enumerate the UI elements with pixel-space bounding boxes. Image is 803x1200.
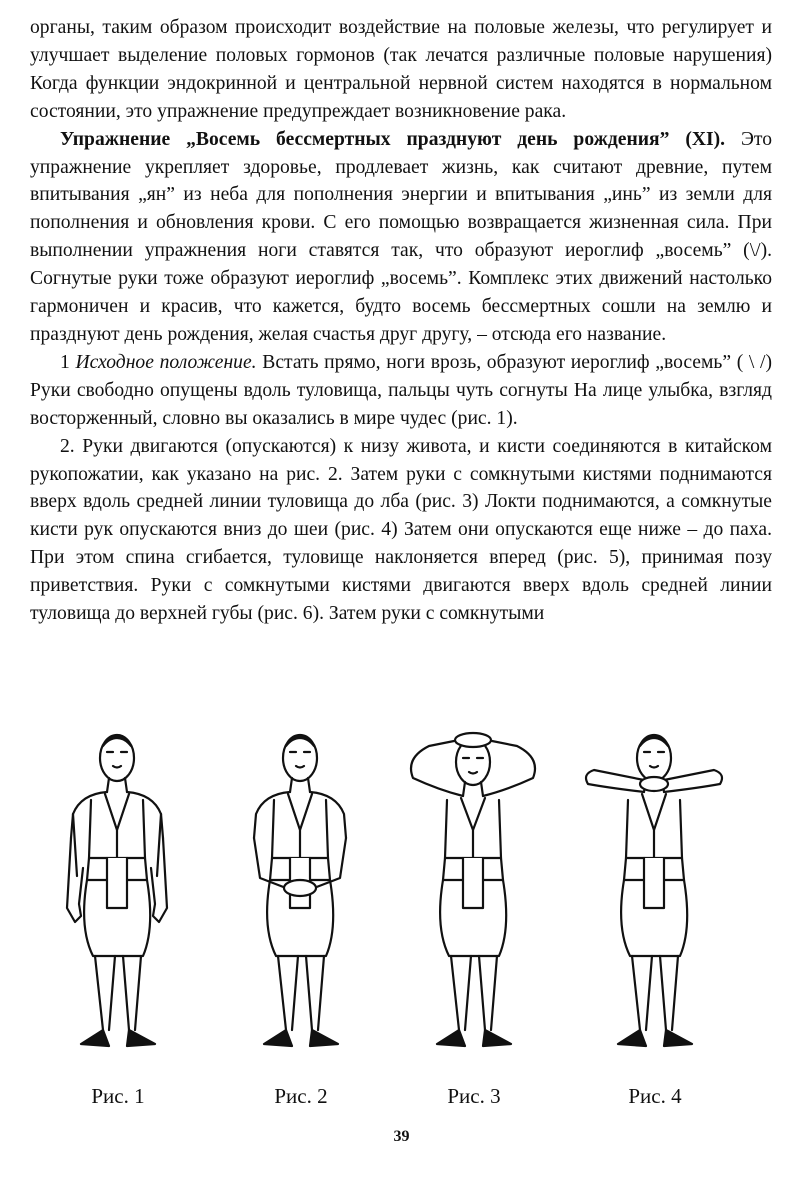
figure-3	[399, 718, 549, 1138]
figure-4-drawing	[580, 718, 730, 1078]
figure-3-caption: Рис. 3	[447, 1084, 501, 1108]
page-number: 39	[393, 1128, 410, 1145]
figure-1-caption: Рис. 1	[91, 1084, 145, 1108]
figure-1	[43, 718, 193, 1138]
figure-2	[226, 718, 376, 1138]
figure-4	[580, 718, 730, 1138]
paragraph-1	[30, 14, 772, 126]
figure-4-caption: Рис. 4	[628, 1084, 682, 1108]
figure-2-drawing	[226, 718, 376, 1078]
figure-3-drawing	[399, 718, 549, 1078]
paragraph-4	[30, 433, 772, 628]
paragraph-3	[30, 349, 772, 433]
illustrations	[0, 718, 803, 1138]
paragraph-4-text: 2. Руки двигаются (опускаются) к низу живота, и кисти соединяются в китайском рукопожатии, как указано на рис. 2. Затем руки с сомкнутыми кистями поднимаются вверх вдоль средней линии туловища до лба (рис. 3) Локти поднимаются, а сомкнутые кисти рук опускаются вниз до шеи (рис. 4) Затем они опускаются еще ниже – до паха. При этом спина сгибается, туловище наклоняется вперед (рис. 5), принимая позу приветствия. Руки с сомкнутыми кистями двигаются вверх вдоль средней линии туловища до верхней губы (рис. 6). Затем руки с сомкнутыми	[30, 435, 772, 625]
starting-position-label: Исходное положение.	[75, 351, 257, 373]
paragraph-3-text: Встать прямо, ноги врозь, образуют иероглиф „восемь” ( \ /) Руки свободно опущены вдоль туловища, пальцы чуть согнуты На лице улыбка, взгляд восторженный, словно вы оказались в мире чудес (рис. 1).	[30, 351, 772, 429]
paragraph-1-text: органы, таким образом происходит воздействие на половые железы, что регулирует и улучшает выделение половых гормонов (так лечатся различные половые нарушения) Когда функции эндокринной и центральной нервной систем находятся в нормальном состоянии, это упражнение предупреждает возникновение рака.	[30, 17, 772, 122]
step-number-1: 1	[60, 351, 76, 373]
exercise-title: Упражнение „Восемь бессмертных празднуют день рождения” (XI).	[60, 128, 726, 150]
paragraph-2-text: Это упражнение укрепляет здоровье, продлевает жизнь, как считают древние, путем впитывания „ян” из неба для пополнения энергии и впитывания „инь” из земли для пополнения и обновления крови. С его помощью возвращается жизненная сила. При выполнении упражнения ноги ставятся так, что образуют иероглиф „восемь” (\/). Согнутые руки тоже образуют иероглиф „восемь”. Комплекс этих движений настолько гармоничен и красив, что кажется, будто восемь бессмертных сошли на землю и празднуют день рождения, желая счастья друг другу, – отсюда его название.	[30, 128, 773, 345]
figure-2-caption: Рис. 2	[274, 1084, 328, 1108]
body-text	[30, 14, 772, 628]
paragraph-2	[30, 126, 772, 349]
figure-1-drawing	[43, 718, 193, 1078]
